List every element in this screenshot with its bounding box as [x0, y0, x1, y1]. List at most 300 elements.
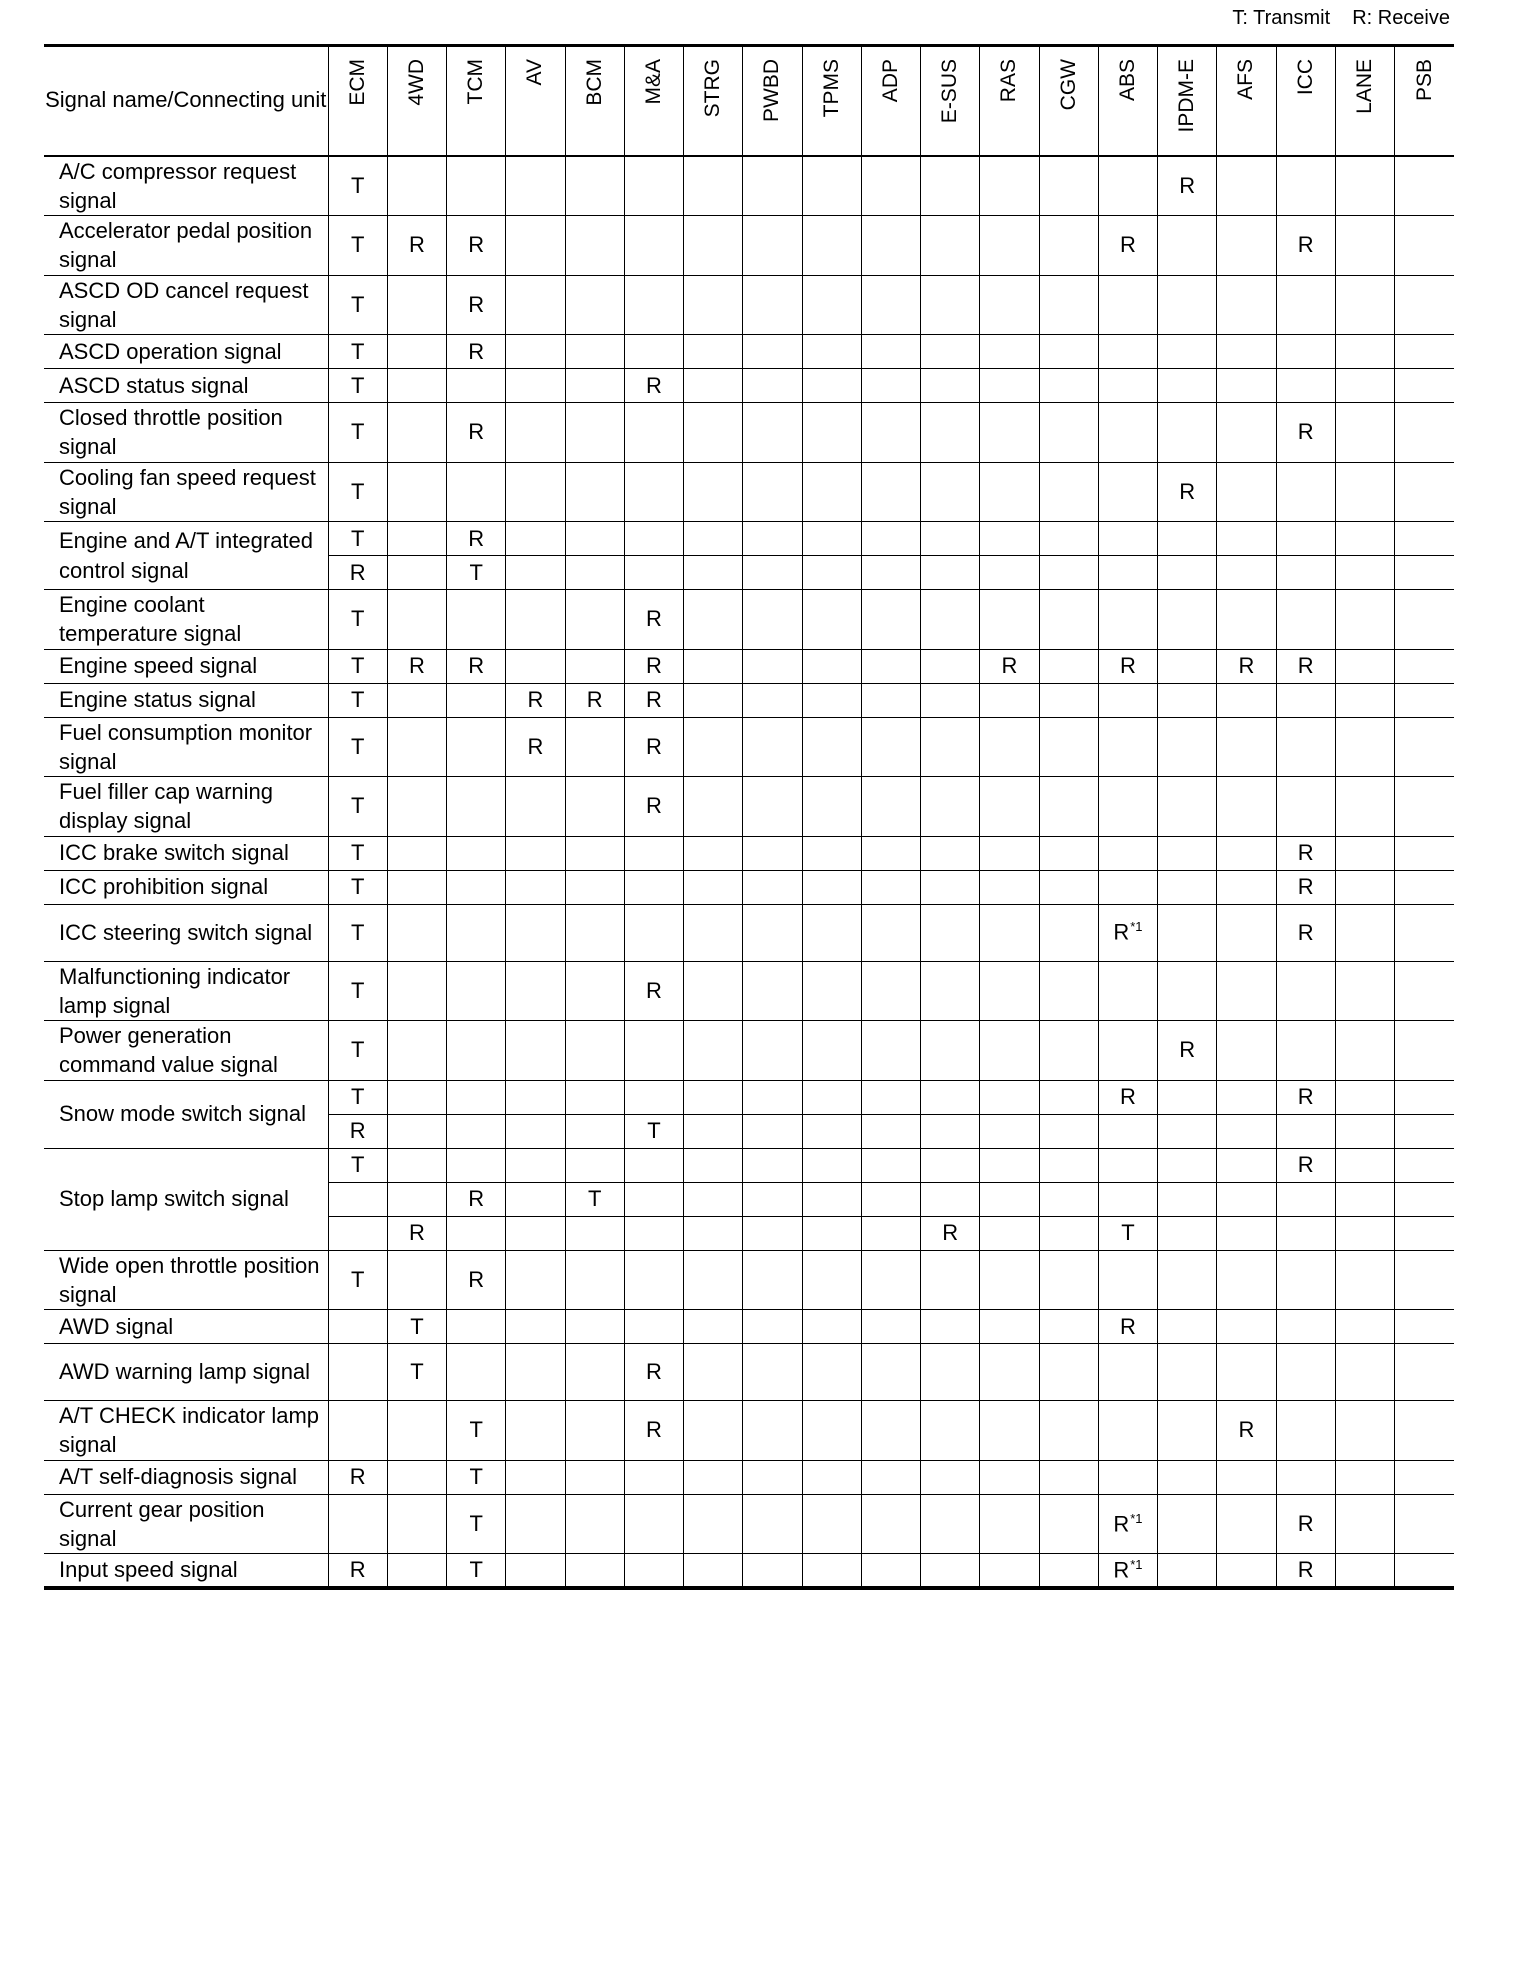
cell-icc: [1276, 1021, 1335, 1081]
cell-psb: [1395, 777, 1454, 837]
unit-header-label: 4WD: [404, 59, 428, 106]
cell-ras: [980, 1401, 1039, 1461]
cell-adp: [861, 870, 920, 904]
cell-bcm: [565, 522, 624, 556]
cell-m-a: [624, 556, 683, 590]
unit-header-label: ABS: [1115, 59, 1139, 102]
cell-abs: R: [1098, 216, 1157, 276]
cell-strg: [684, 870, 743, 904]
cell-ecm: T: [328, 590, 387, 650]
cell-ecm: T: [328, 777, 387, 837]
cell-pwbd: [743, 870, 802, 904]
cell-e-sus: [921, 403, 980, 463]
cell-ipdm-e: [1158, 870, 1217, 904]
signal-name-icc-prohibition-signal: ICC prohibition signal: [44, 870, 328, 904]
cell-bcm: [565, 1216, 624, 1250]
cell-cgw: [1039, 556, 1098, 590]
cell-psb: [1395, 649, 1454, 683]
cell-strg: [684, 777, 743, 837]
cell-lane: [1335, 1401, 1394, 1461]
cell-4wd: [387, 1554, 446, 1588]
unit-header-4wd: [387, 46, 446, 156]
cell-4wd: [387, 1148, 446, 1182]
cell-e-sus: [921, 870, 980, 904]
signal-name-awd-warning-lamp-signal: AWD warning lamp signal: [44, 1344, 328, 1401]
cell-ras: [980, 836, 1039, 870]
cell-av: [506, 1021, 565, 1081]
cell-tcm: T: [447, 1494, 506, 1554]
cell-tcm: R: [447, 522, 506, 556]
cell-4wd: R: [387, 1216, 446, 1250]
unit-header-label: IPDM-E: [1175, 59, 1199, 133]
cell-tcm: [447, 462, 506, 522]
cell-abs: [1098, 369, 1157, 403]
cell-tcm: [447, 836, 506, 870]
cell-psb: [1395, 1148, 1454, 1182]
cell-abs: [1098, 1148, 1157, 1182]
cell-psb: [1395, 836, 1454, 870]
cell-tpms: [802, 335, 861, 369]
cell-icc: [1276, 961, 1335, 1021]
cell-ipdm-e: [1158, 216, 1217, 276]
cell-adp: [861, 683, 920, 717]
cell-psb: [1395, 961, 1454, 1021]
unit-header-label: CGW: [1056, 59, 1080, 111]
table-row: [44, 1494, 1454, 1554]
cell-tpms: [802, 462, 861, 522]
cell-abs: [1098, 1182, 1157, 1216]
cell-bcm: [565, 462, 624, 522]
cell-afs: [1217, 1148, 1276, 1182]
cell-ecm: [328, 1182, 387, 1216]
cell-adp: [861, 590, 920, 650]
legend-receive: R: Receive: [1352, 7, 1450, 29]
cell-psb: [1395, 1250, 1454, 1310]
cell-tpms: [802, 683, 861, 717]
cell-abs: T: [1098, 1216, 1157, 1250]
cell-ras: [980, 683, 1039, 717]
cell-lane: [1335, 683, 1394, 717]
cell-tcm: [447, 590, 506, 650]
cell-strg: [684, 1460, 743, 1494]
table-row: [44, 1021, 1454, 1081]
cell-icc: [1276, 1216, 1335, 1250]
cell-pwbd: [743, 1182, 802, 1216]
cell-strg: [684, 904, 743, 961]
cell-adp: [861, 1021, 920, 1081]
cell-tcm: [447, 1114, 506, 1148]
cell-tcm: [447, 777, 506, 837]
cell-e-sus: [921, 649, 980, 683]
cell-m-a: [624, 1148, 683, 1182]
cell-abs: [1098, 1250, 1157, 1310]
cell-ecm: T: [328, 717, 387, 777]
cell-cgw: [1039, 1460, 1098, 1494]
cell-strg: [684, 369, 743, 403]
unit-header-label: LANE: [1352, 59, 1376, 114]
cell-pwbd: [743, 961, 802, 1021]
cell-tcm: T: [447, 1554, 506, 1588]
cell-ras: [980, 156, 1039, 216]
cell-ras: [980, 1310, 1039, 1344]
cell-icc: [1276, 522, 1335, 556]
cell-pwbd: [743, 590, 802, 650]
cell-4wd: [387, 1182, 446, 1216]
cell-adp: [861, 1310, 920, 1344]
cell-e-sus: R: [921, 1216, 980, 1250]
cell-4wd: [387, 961, 446, 1021]
cell-pwbd: [743, 1216, 802, 1250]
cell-ipdm-e: [1158, 1216, 1217, 1250]
cell-ipdm-e: [1158, 1148, 1217, 1182]
cell-strg: [684, 1148, 743, 1182]
cell-ecm: T: [328, 369, 387, 403]
cell-strg: [684, 1401, 743, 1461]
unit-header-label: PSB: [1412, 59, 1436, 102]
cell-4wd: [387, 836, 446, 870]
cell-afs: R: [1217, 1401, 1276, 1461]
cell-ipdm-e: [1158, 904, 1217, 961]
cell-ecm: [328, 1401, 387, 1461]
cell-afs: [1217, 1554, 1276, 1588]
cell-lane: [1335, 156, 1394, 216]
cell-m-a: [624, 836, 683, 870]
cell-e-sus: [921, 1080, 980, 1114]
cell-ipdm-e: [1158, 522, 1217, 556]
cell-av: [506, 1148, 565, 1182]
cell-ipdm-e: [1158, 335, 1217, 369]
cell-cgw: [1039, 1401, 1098, 1461]
footnote-mark: *1: [1130, 919, 1143, 935]
cell-abs: [1098, 403, 1157, 463]
cell-tcm: T: [447, 1460, 506, 1494]
cell-adp: [861, 1460, 920, 1494]
cell-abs: R: [1098, 649, 1157, 683]
cell-ras: [980, 1494, 1039, 1554]
cell-ecm: [328, 1216, 387, 1250]
table-row: [44, 369, 1454, 403]
cell-psb: [1395, 522, 1454, 556]
cell-icc: [1276, 1460, 1335, 1494]
unit-header-label: STRG: [701, 59, 725, 118]
cell-strg: [684, 556, 743, 590]
cell-psb: [1395, 462, 1454, 522]
cell-ras: [980, 717, 1039, 777]
cell-m-a: R: [624, 649, 683, 683]
cell-afs: [1217, 870, 1276, 904]
cell-icc: [1276, 1182, 1335, 1216]
cell-tpms: [802, 216, 861, 276]
cell-tpms: [802, 961, 861, 1021]
cell-icc: [1276, 462, 1335, 522]
cell-cgw: [1039, 717, 1098, 777]
cell-pwbd: [743, 1114, 802, 1148]
cell-m-a: R: [624, 369, 683, 403]
cell-4wd: [387, 275, 446, 335]
cell-ecm: T: [328, 1250, 387, 1310]
cell-pwbd: [743, 1460, 802, 1494]
cell-m-a: R: [624, 590, 683, 650]
signal-name-ascd-od-cancel-request-signal: ASCD OD cancel request signal: [44, 275, 328, 335]
legend: [1232, 7, 1450, 30]
cell-e-sus: [921, 683, 980, 717]
cell-e-sus: [921, 1148, 980, 1182]
cell-tpms: [802, 870, 861, 904]
unit-header-label: AFS: [1234, 59, 1258, 100]
cell-4wd: [387, 683, 446, 717]
unit-header-pwbd: [743, 46, 802, 156]
cell-tcm: R: [447, 1182, 506, 1216]
cell-tcm: [447, 1021, 506, 1081]
signal-name-icc-brake-switch-signal: ICC brake switch signal: [44, 836, 328, 870]
signal-name-malfunctioning-indicator-lamp-signal: Malfunctioning indicator lamp signal: [44, 961, 328, 1021]
cell-tcm: [447, 683, 506, 717]
signal-name-wide-open-throttle-position-signal: Wide open throttle position signal: [44, 1250, 328, 1310]
cell-m-a: [624, 335, 683, 369]
unit-header-label: TPMS: [819, 59, 843, 118]
cell-lane: [1335, 870, 1394, 904]
cell-ipdm-e: [1158, 1344, 1217, 1401]
cell-cgw: [1039, 462, 1098, 522]
cell-av: [506, 590, 565, 650]
cell-ecm: T: [328, 1021, 387, 1081]
cell-tpms: [802, 1250, 861, 1310]
cell-adp: [861, 836, 920, 870]
cell-av: [506, 462, 565, 522]
unit-header-e-sus: [921, 46, 980, 156]
cell-lane: [1335, 522, 1394, 556]
table-row: [44, 275, 1454, 335]
cell-av: [506, 961, 565, 1021]
cell-abs: [1098, 335, 1157, 369]
signal-name-engine-speed-signal: Engine speed signal: [44, 649, 328, 683]
cell-abs: [1098, 1460, 1157, 1494]
cell-bcm: [565, 1554, 624, 1588]
cell-adp: [861, 369, 920, 403]
cell-m-a: R: [624, 1401, 683, 1461]
cell-cgw: [1039, 590, 1098, 650]
cell-ras: [980, 590, 1039, 650]
cell-e-sus: [921, 836, 980, 870]
cell-tpms: [802, 1080, 861, 1114]
cell-tpms: [802, 522, 861, 556]
cell-tpms: [802, 1310, 861, 1344]
cell-bcm: [565, 1401, 624, 1461]
unit-header-label: PWBD: [760, 59, 784, 122]
cell-tpms: [802, 1216, 861, 1250]
cell-e-sus: [921, 1182, 980, 1216]
cell-afs: [1217, 777, 1276, 837]
cell-cgw: [1039, 961, 1098, 1021]
table-row: [44, 1460, 1454, 1494]
cell-strg: [684, 1182, 743, 1216]
table-body: [44, 156, 1454, 1588]
cell-ecm: [328, 1494, 387, 1554]
table-row: [44, 1148, 1454, 1182]
cell-icc: [1276, 1344, 1335, 1401]
cell-ras: R: [980, 649, 1039, 683]
unit-header-tcm: [447, 46, 506, 156]
cell-tpms: [802, 590, 861, 650]
cell-bcm: [565, 904, 624, 961]
cell-psb: [1395, 335, 1454, 369]
cell-pwbd: [743, 462, 802, 522]
cell-psb: [1395, 275, 1454, 335]
cell-tpms: [802, 1182, 861, 1216]
cell-ipdm-e: [1158, 556, 1217, 590]
cell-e-sus: [921, 156, 980, 216]
cell-e-sus: [921, 556, 980, 590]
table-row: [44, 1554, 1454, 1588]
cell-strg: [684, 403, 743, 463]
cell-ipdm-e: [1158, 1460, 1217, 1494]
cell-4wd: [387, 717, 446, 777]
cell-m-a: [624, 1080, 683, 1114]
cell-icc: [1276, 156, 1335, 216]
cell-cgw: [1039, 649, 1098, 683]
cell-psb: [1395, 1216, 1454, 1250]
signal-name-a-c-compressor-request-signal: A/C compressor request signal: [44, 156, 328, 216]
unit-header-cgw: [1039, 46, 1098, 156]
unit-header-psb: [1395, 46, 1454, 156]
unit-header-label: ICC: [1293, 59, 1317, 96]
cell-adp: [861, 717, 920, 777]
cell-pwbd: [743, 335, 802, 369]
cell-4wd: [387, 1250, 446, 1310]
cell-pwbd: [743, 836, 802, 870]
cell-tcm: [447, 156, 506, 216]
cell-afs: [1217, 1250, 1276, 1310]
cell-e-sus: [921, 1344, 980, 1401]
cell-icc: [1276, 275, 1335, 335]
cell-ras: [980, 1344, 1039, 1401]
cell-pwbd: [743, 275, 802, 335]
cell-ecm: T: [328, 1080, 387, 1114]
cell-ecm: [328, 1344, 387, 1401]
cell-av: [506, 556, 565, 590]
cell-pwbd: [743, 904, 802, 961]
cell-lane: [1335, 1460, 1394, 1494]
cell-tcm: T: [447, 1401, 506, 1461]
cell-lane: [1335, 1344, 1394, 1401]
cell-psb: [1395, 1114, 1454, 1148]
cell-ras: [980, 403, 1039, 463]
cell-bcm: R: [565, 683, 624, 717]
cell-m-a: T: [624, 1114, 683, 1148]
cell-ras: [980, 777, 1039, 837]
cell-abs: $R^{*1}$: [1098, 904, 1157, 961]
cell-lane: [1335, 275, 1394, 335]
cell-adp: [861, 1182, 920, 1216]
cell-psb: [1395, 556, 1454, 590]
cell-ras: [980, 1216, 1039, 1250]
cell-adp: [861, 216, 920, 276]
cell-adp: [861, 275, 920, 335]
cell-abs: [1098, 275, 1157, 335]
table-row: [44, 156, 1454, 216]
cell-ras: [980, 462, 1039, 522]
unit-header-m-a: [624, 46, 683, 156]
cell-strg: [684, 961, 743, 1021]
cell-4wd: [387, 403, 446, 463]
cell-e-sus: [921, 961, 980, 1021]
cell-m-a: [624, 1021, 683, 1081]
cell-cgw: [1039, 1494, 1098, 1554]
cell-lane: [1335, 1080, 1394, 1114]
cell-afs: [1217, 683, 1276, 717]
cell-strg: [684, 1310, 743, 1344]
cell-tcm: R: [447, 216, 506, 276]
cell-ipdm-e: R: [1158, 156, 1217, 216]
cell-ecm: T: [328, 649, 387, 683]
cell-icc: R: [1276, 870, 1335, 904]
cell-ipdm-e: [1158, 1310, 1217, 1344]
cell-strg: [684, 1250, 743, 1310]
cell-ipdm-e: [1158, 275, 1217, 335]
cell-m-a: [624, 870, 683, 904]
cell-av: [506, 1182, 565, 1216]
cell-tcm: [447, 961, 506, 1021]
cell-pwbd: [743, 717, 802, 777]
cell-bcm: [565, 335, 624, 369]
cell-psb: [1395, 1554, 1454, 1588]
cell-av: [506, 1080, 565, 1114]
table-row: [44, 1344, 1454, 1401]
cell-ecm: T: [328, 275, 387, 335]
cell-4wd: R: [387, 649, 446, 683]
cell-ras: [980, 961, 1039, 1021]
cell-psb: [1395, 1080, 1454, 1114]
unit-header-lane: [1335, 46, 1394, 156]
cell-afs: [1217, 462, 1276, 522]
cell-lane: [1335, 335, 1394, 369]
cell-ras: [980, 335, 1039, 369]
table-row: [44, 904, 1454, 961]
cell-icc: [1276, 683, 1335, 717]
unit-header-abs: [1098, 46, 1157, 156]
cell-tpms: [802, 369, 861, 403]
cell-pwbd: [743, 649, 802, 683]
cell-av: [506, 1250, 565, 1310]
cell-av: [506, 1114, 565, 1148]
cell-4wd: [387, 1460, 446, 1494]
cell-icc: [1276, 590, 1335, 650]
cell-tpms: [802, 1148, 861, 1182]
cell-4wd: [387, 369, 446, 403]
cell-lane: [1335, 1250, 1394, 1310]
cell-psb: [1395, 717, 1454, 777]
cell-icc: [1276, 1310, 1335, 1344]
signal-name-a-t-check-indicator-lamp-signal: A/T CHECK indicator lamp signal: [44, 1401, 328, 1461]
cell-av: [506, 335, 565, 369]
cell-abs: [1098, 683, 1157, 717]
cell-abs: [1098, 522, 1157, 556]
cell-ipdm-e: [1158, 1080, 1217, 1114]
cell-adp: [861, 1114, 920, 1148]
signal-name-engine-coolant-temperature-signal: Engine coolant temperature signal: [44, 590, 328, 650]
cell-av: [506, 904, 565, 961]
footnote-mark: *1: [1130, 1556, 1143, 1572]
cell-psb: [1395, 683, 1454, 717]
unit-header-ecm: [328, 46, 387, 156]
cell-abs: [1098, 836, 1157, 870]
cell-ecm: R: [328, 1554, 387, 1588]
cell-afs: [1217, 369, 1276, 403]
cell-bcm: [565, 836, 624, 870]
cell-e-sus: [921, 216, 980, 276]
cell-adp: [861, 1344, 920, 1401]
cell-av: [506, 156, 565, 216]
